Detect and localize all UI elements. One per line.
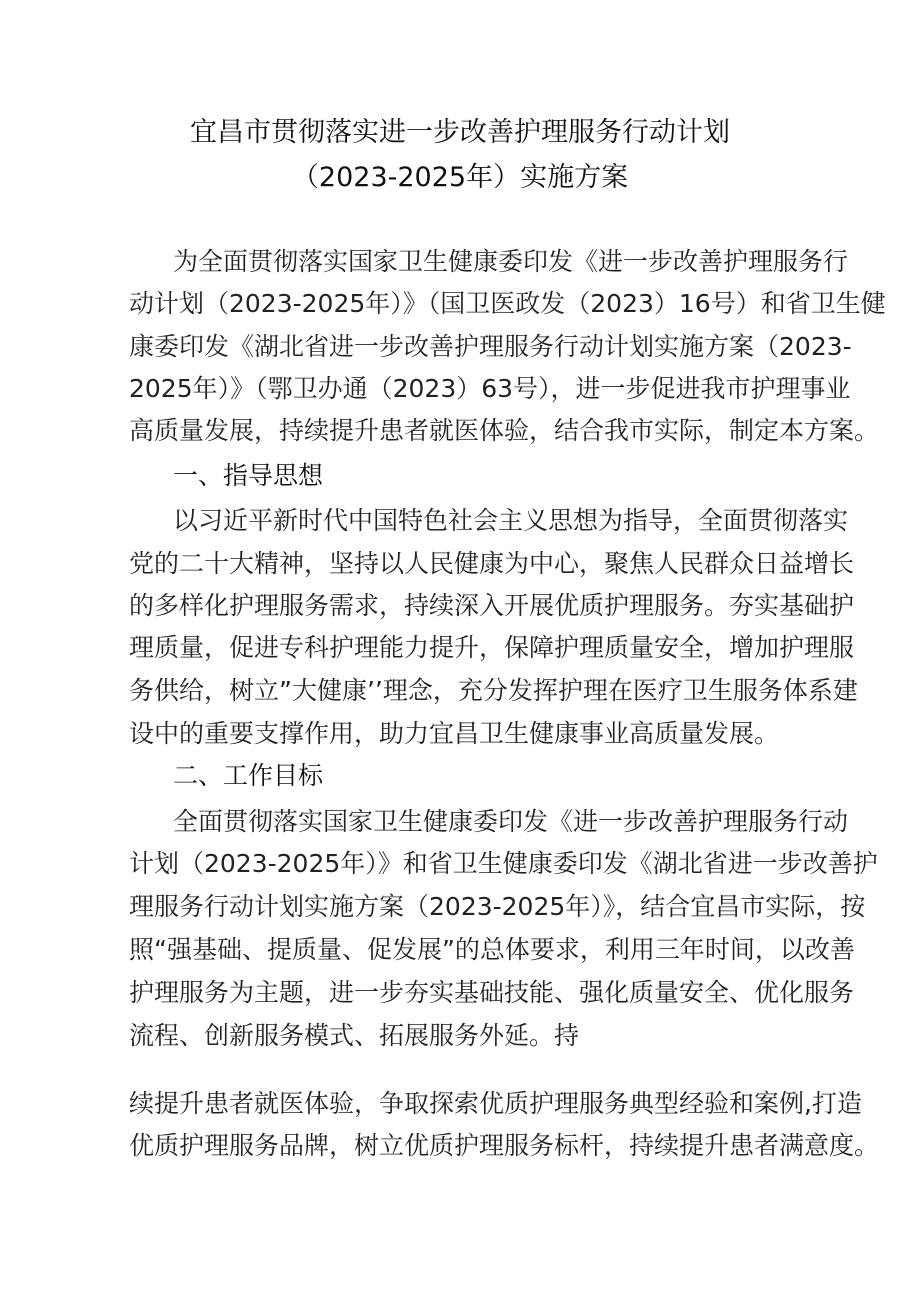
paragraph-line: 动计划（2023-2025年）》（国卫医政发（2023）16号）和省卫生健 xyxy=(129,289,886,318)
paragraph-line: 党的二十大精神，坚持以人民健康为中心，聚焦人民群众日益增长 xyxy=(129,549,855,578)
paragraph-line: 务供给，树立”大健康’’理念，充分发挥护理在医疗卫生服务体系建 xyxy=(129,676,858,705)
section-heading: 二、工作目标 xyxy=(173,761,324,790)
paragraph-line: 的多样化护理服务需求，持续深入开展优质护理服务。夯实基础护 xyxy=(129,591,855,620)
paragraph-line: 以习近平新时代中国特色社会主义思想为指导，全面贯彻落实 xyxy=(173,506,849,535)
paragraph-line: 全面贯彻落实国家卫生健康委印发《进一步改善护理服务行动 xyxy=(173,807,849,836)
paragraph-line: 计划（2023-2025年）》和省卫生健康委印发《湖北省进一步改善护 xyxy=(129,849,878,878)
paragraph-line: 设中的重要支撑作用，助力宜昌卫生健康事业高质量发展。 xyxy=(129,719,780,748)
paragraph-line: 理质量，促进专科护理能力提升，保障护理质量安全，增加护理服 xyxy=(129,633,855,662)
paragraph-line: 康委印发《湖北省进一步改善护理服务行动计划实施方案（2023- xyxy=(129,332,852,361)
paragraph-line: 照“强基础、提质量、促发展”的总体要求，利用三年时间，以改善 xyxy=(129,935,855,964)
document-title-line-1: 宜昌市贯彻落实进一步改善护理服务行动计划 xyxy=(190,117,730,148)
paragraph-line: 续提升患者就医体验，争取探索优质护理服务典型经验和案例,打造 xyxy=(129,1089,862,1118)
paragraph-line: 流程、创新服务模式、拓展服务外延。持 xyxy=(129,1021,580,1050)
paragraph-line: 护理服务为主题，进一步夯实基础技能、强化质量安全、优化服务 xyxy=(129,978,855,1007)
paragraph-line: 理服务行动计划实施方案（2023-2025年）》，结合宜昌市实际，按 xyxy=(129,892,866,921)
paragraph-line: 高质量发展，持续提升患者就医体验，结合我市实际，制定本方案。 xyxy=(129,416,880,445)
section-heading: 一、指导思想 xyxy=(173,461,324,490)
paragraph-line: 2025年）》（鄂卫办通（2023）63号），进一步促进我市护理事业 xyxy=(129,374,851,403)
document-title-line-2: （2023-2025年）实施方案 xyxy=(291,162,629,193)
paragraph-line: 为全面贯彻落实国家卫生健康委印发《进一步改善护理服务行 xyxy=(173,247,849,276)
paragraph-line: 优质护理服务品牌，树立优质护理服务标杆，持续提升患者满意度。 xyxy=(129,1131,880,1160)
